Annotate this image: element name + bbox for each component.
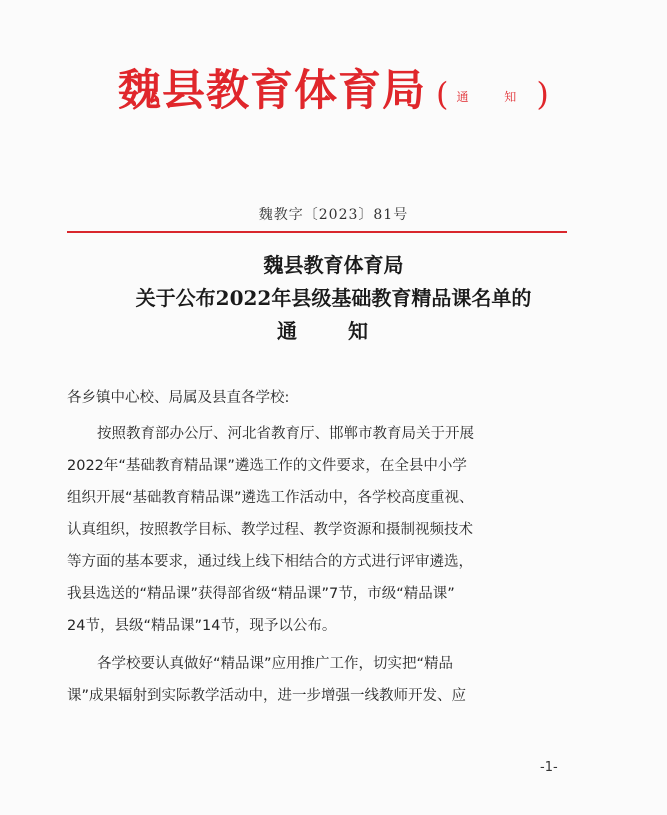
doc-type-label: 通 知 xyxy=(456,89,533,104)
document-number: 魏教字〔2023〕81号 xyxy=(258,207,409,223)
paragraph-1-line: 我县选送的“精品课”获得部省级“精品课”7节，市级“精品课” xyxy=(67,586,455,602)
paragraph-1 xyxy=(67,418,572,642)
paragraph-1-line: 24节，县级“精品课”14节，现予以公布。 xyxy=(67,618,337,634)
paragraph-1-line: 等方面的基本要求，通过线上线下相结合的方式进行评审遴选， xyxy=(67,554,473,570)
close-paren: ) xyxy=(536,75,549,113)
title-line-1: 魏县教育体育局 xyxy=(263,253,404,277)
paragraph-1-line: 2022年“基础教育精品课”遴选工作的文件要求，在全县中小学 xyxy=(67,458,467,474)
title-line-3: 通 知 xyxy=(277,319,390,343)
paragraph-2-line: 各学校要认真做好“精品课”应用推广工作，切实把“精品 xyxy=(97,656,454,672)
paragraph-2 xyxy=(67,648,572,712)
salutation: 各乡镇中心校、局属及县直各学校: xyxy=(67,390,290,406)
paragraph-1-line: 认真组织，按照教学目标、教学过程、教学资源和摄制视频技术 xyxy=(67,522,473,538)
org-name-header: 魏县教育体育局 xyxy=(118,66,426,116)
title-line-2: 关于公布2022年县级基础教育精品课名单的 xyxy=(135,286,532,310)
page-number: -1- xyxy=(540,760,558,775)
red-divider xyxy=(67,231,567,233)
paragraph-2-line: 课”成果辐射到实际教学活动中，进一步增强一线教师开发、应 xyxy=(67,688,467,704)
open-paren: ( xyxy=(436,75,449,113)
doc-type-header xyxy=(436,75,549,113)
paragraph-1-line: 按照教育部办公厅、河北省教育厅、邯郸市教育局关于开展 xyxy=(97,426,474,442)
paragraph-1-line: 组织开展“基础教育精品课”遴选工作活动中，各学校高度重视、 xyxy=(67,490,474,506)
